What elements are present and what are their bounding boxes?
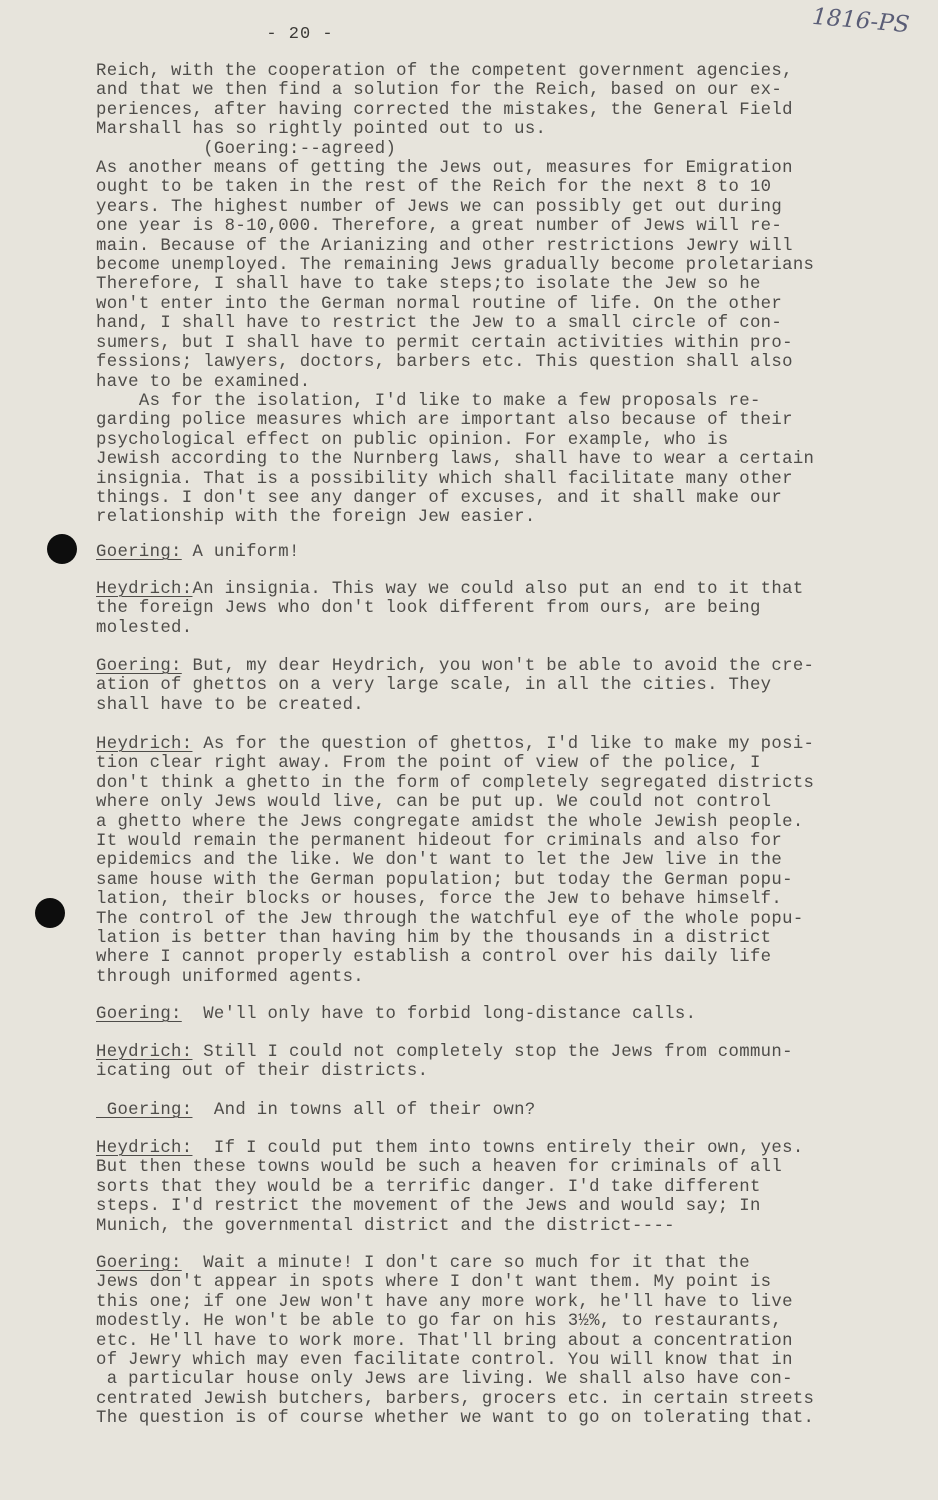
- line-text: same house with the German population; but today the German popu-: [96, 870, 793, 890]
- text-line: [96, 1254, 886, 1273]
- text-line: [96, 851, 886, 870]
- text-line: [96, 275, 886, 294]
- line-text: It would remain the permanent hideout for criminals and also for: [96, 832, 783, 852]
- dialogue-goering: [96, 657, 886, 715]
- line-text: And in towns all of their own?: [192, 1101, 536, 1120]
- line-text: But, my dear Heydrich, you won't be able to avoid the cre-: [181, 657, 815, 676]
- line-text: years. The highest number of Jews we can possibly get out during: [96, 197, 783, 217]
- text-line: [96, 1370, 886, 1389]
- speaker-label: Heydrich:: [96, 1043, 193, 1062]
- text-line: [96, 735, 886, 754]
- text-line: [96, 450, 886, 469]
- line-text: Jewish according to the Nurnberg laws, shall have to wear a certain: [96, 450, 815, 470]
- text-line: [96, 1062, 886, 1081]
- text-line: [96, 676, 886, 695]
- punch-hole: [35, 898, 65, 928]
- text-line: [96, 470, 886, 489]
- line-text: won't enter into the German normal routine of life. On the other: [96, 294, 783, 314]
- line-text: ought to be taken in the rest of the Reich for the next 8 to 10: [96, 178, 772, 198]
- line-text: steps. I'd restrict the movement of the Jews and would say; In: [96, 1197, 761, 1217]
- speaker-label: Heydrich:: [96, 580, 193, 599]
- line-text: don't think a ghetto in the form of completely segregated districts: [96, 773, 815, 793]
- text-line: [96, 1351, 886, 1370]
- text-line: [96, 1312, 886, 1331]
- line-text: insignia. That is a possibility which shall facilitate many other: [96, 469, 793, 489]
- text-line: [96, 929, 886, 948]
- paragraph: [96, 62, 886, 528]
- line-text: become unemployed. The remaining Jews gradually become proletarians: [96, 256, 815, 276]
- line-text: and that we then find a solution for the Reich, based on our ex-: [96, 81, 783, 101]
- text-line: [96, 948, 886, 967]
- dialogue-heydrich: [96, 735, 886, 987]
- line-text: molested.: [96, 618, 193, 638]
- text-line: [96, 159, 886, 178]
- text-line: [96, 1178, 886, 1197]
- text-line: [96, 62, 886, 81]
- text-line: [96, 968, 886, 987]
- line-text: Reich, with the cooperation of the competent government agencies,: [96, 62, 793, 81]
- line-text: The control of the Jew through the watchful eye of the whole popu-: [96, 909, 804, 929]
- line-text: shall have to be created.: [96, 695, 365, 715]
- text-line: [96, 489, 886, 508]
- dialogue-goering: [96, 1254, 886, 1429]
- line-text: The question is of course whether we want to go on tolerating that.: [96, 1409, 815, 1429]
- text-line: [96, 1293, 886, 1312]
- speaker-label: Heydrich:: [96, 735, 193, 754]
- text-line: [96, 1043, 886, 1062]
- speaker-label: Goering:: [96, 1101, 193, 1120]
- line-text: A uniform!: [181, 543, 300, 562]
- speaker-label: Goering:: [96, 1005, 182, 1024]
- line-text: main. Because of the Arianizing and other restrictions Jewry will: [96, 236, 793, 256]
- line-text: If I could put them into towns entirely their own, yes.: [192, 1139, 804, 1158]
- line-text: (Goering:--agreed): [96, 139, 397, 159]
- line-text: Munich, the governmental district and the district----: [96, 1216, 675, 1236]
- text-line: [96, 101, 886, 120]
- line-text: As another means of getting the Jews out, measures for Emigration: [96, 159, 793, 179]
- text-line: [96, 793, 886, 812]
- text-line: [96, 334, 886, 353]
- line-text: modestly. He won't be able to go far on his 3½%, to restaurants,: [96, 1312, 783, 1332]
- text-line: [96, 774, 886, 793]
- text-line: [96, 1005, 886, 1024]
- text-line: [96, 1158, 886, 1177]
- text-line: [96, 754, 886, 773]
- text-line: [96, 619, 886, 638]
- text-line: [96, 832, 886, 851]
- line-text: ation of ghettos on a very large scale, in all the cities. They: [96, 676, 772, 696]
- dialogue-heydrich: [96, 1139, 886, 1236]
- text-line: [96, 140, 886, 159]
- text-line: [96, 314, 886, 333]
- text-line: [96, 256, 886, 275]
- document-reference: 1816-PS: [811, 3, 911, 39]
- line-text: Marshall has so rightly pointed out to us.: [96, 120, 547, 140]
- text-line: [96, 353, 886, 372]
- line-text: icating out of their districts.: [96, 1062, 429, 1082]
- speaker-label: Goering:: [96, 1254, 182, 1273]
- text-line: [96, 295, 886, 314]
- text-line: [96, 1409, 886, 1428]
- line-text: this one; if one Jew won't have any more work, he'll have to live: [96, 1292, 793, 1312]
- page-number: - 20 -: [266, 25, 334, 44]
- line-text: We'll only have to forbid long-distance calls.: [181, 1005, 697, 1024]
- line-text: a ghetto where the Jews congregate amidst the whole Jewish people.: [96, 812, 804, 832]
- line-text: a particular house only Jews are living. We shall also have con-: [96, 1370, 793, 1390]
- text-line: [96, 411, 886, 430]
- text-line: [96, 178, 886, 197]
- line-text: the foreign Jews who don't look different from ours, are being: [96, 599, 761, 619]
- line-text: through uniformed agents.: [96, 967, 365, 987]
- line-text: have to be examined.: [96, 372, 311, 392]
- line-text: Therefore, I shall have to take steps;to isolate the Jew so he: [96, 275, 761, 295]
- dialogue-heydrich: [96, 580, 886, 638]
- line-text: periences, after having corrected the mistakes, the General Field: [96, 100, 793, 120]
- text-line: [96, 1139, 886, 1158]
- text-line: [96, 81, 886, 100]
- line-text: But then these towns would be such a heaven for criminals of all: [96, 1158, 783, 1178]
- text-line: [96, 599, 886, 618]
- line-text: Jews don't appear in spots where I don't want them. My point is: [96, 1273, 772, 1293]
- text-line: [96, 580, 886, 599]
- text-line: [96, 431, 886, 450]
- text-line: [96, 392, 886, 411]
- text-line: [96, 871, 886, 890]
- line-text: sumers, but I shall have to permit certain activities within pro-: [96, 333, 793, 353]
- text-line: [96, 1332, 886, 1351]
- text-line: [96, 237, 886, 256]
- text-line: [96, 890, 886, 909]
- text-line: [96, 120, 886, 139]
- speaker-label: Goering:: [96, 657, 182, 676]
- line-text: etc. He'll have to work more. That'll bring about a concentration: [96, 1331, 793, 1351]
- line-text: of Jewry which may even facilitate control. You will know that in: [96, 1351, 793, 1371]
- text-line: [96, 813, 886, 832]
- text-line: [96, 508, 886, 527]
- dialogue-goering: [96, 1005, 886, 1024]
- text-line: [96, 910, 886, 929]
- line-text: psychological effect on public opinion. For example, who is: [96, 430, 729, 450]
- line-text: sorts that they would be a terrific danger. I'd take different: [96, 1177, 761, 1197]
- speaker-label: Goering:: [96, 543, 182, 562]
- text-line: [96, 1197, 886, 1216]
- text-line: [96, 657, 886, 676]
- line-text: As for the question of ghettos, I'd like to make my posi-: [192, 735, 815, 754]
- text-line: [96, 1273, 886, 1292]
- dialogue-goering: [96, 1101, 886, 1120]
- line-text: Still I could not completely stop the Jews from commun-: [192, 1043, 793, 1062]
- line-text: fessions; lawyers, doctors, barbers etc. This question shall also: [96, 353, 793, 373]
- text-line: [96, 543, 886, 562]
- line-text: garding police measures which are important also because of their: [96, 411, 793, 431]
- line-text: things. I don't see any danger of excuses, and it shall make our: [96, 488, 783, 508]
- line-text: tion clear right away. From the point of view of the police, I: [96, 754, 761, 774]
- line-text: As for the isolation, I'd like to make a few proposals re-: [96, 391, 761, 411]
- line-text: hand, I shall have to restrict the Jew to a small circle of con-: [96, 314, 783, 334]
- punch-hole: [47, 534, 77, 564]
- text-line: [96, 696, 886, 715]
- line-text: An insignia. This way we could also put an end to it that: [192, 580, 804, 599]
- line-text: lation, their blocks or houses, force the Jew to behave himself.: [96, 890, 783, 910]
- line-text: where only Jews would live, can be put up. We could not control: [96, 793, 772, 813]
- text-line: [96, 1217, 886, 1236]
- dialogue-heydrich: [96, 1043, 886, 1082]
- line-text: lation is better than having him by the thousands in a district: [96, 929, 772, 949]
- text-line: [96, 373, 886, 392]
- line-text: centrated Jewish butchers, barbers, grocers etc. in certain streets: [96, 1389, 815, 1409]
- text-line: [96, 1101, 886, 1120]
- text-line: [96, 1390, 886, 1409]
- line-text: Wait a minute! I don't care so much for it that the: [181, 1254, 750, 1273]
- text-line: [96, 198, 886, 217]
- line-text: relationship with the foreign Jew easier.: [96, 508, 536, 528]
- dialogue-goering: [96, 543, 886, 562]
- line-text: one year is 8-10,000. Therefore, a great number of Jews will re-: [96, 217, 783, 237]
- line-text: where I cannot properly establish a control over his daily life: [96, 948, 772, 968]
- text-line: [96, 217, 886, 236]
- line-text: epidemics and the like. We don't want to let the Jew live in the: [96, 851, 783, 871]
- speaker-label: Heydrich:: [96, 1139, 193, 1158]
